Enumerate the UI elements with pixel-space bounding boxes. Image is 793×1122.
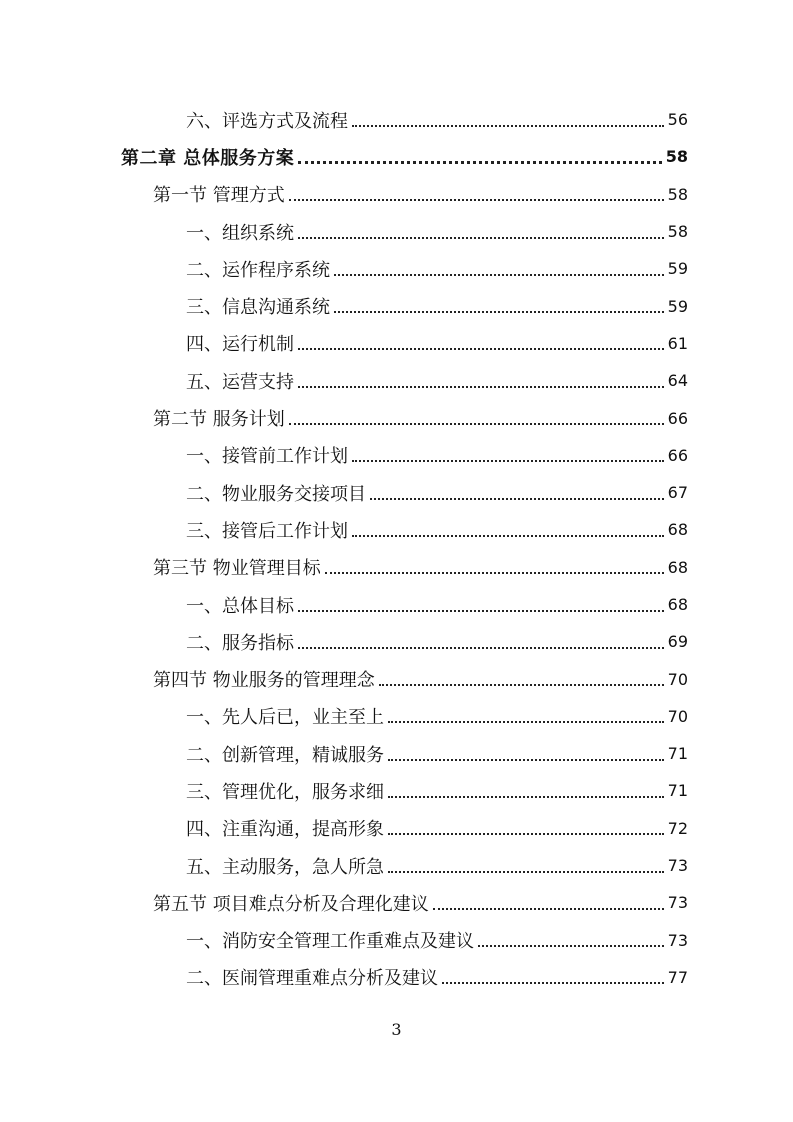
dot-leader [388,721,664,723]
toc-entry-item[interactable] [0,959,793,996]
toc-entry-item[interactable] [0,287,793,324]
dot-leader [352,460,664,462]
toc-entry-page: 56 [667,110,688,130]
dot-leader [388,871,664,873]
dot-leader [334,274,664,276]
toc-entry-page: 59 [667,259,688,279]
dot-leader [388,833,664,835]
toc-entry-page: 73 [667,930,688,950]
toc-entry-item[interactable] [0,698,793,735]
dot-leader [298,161,661,164]
toc-entry-section[interactable] [0,660,793,697]
dot-leader [388,796,664,798]
dot-leader [379,684,664,686]
dot-leader [388,759,664,761]
toc-entry-item[interactable] [0,362,793,399]
dot-leader [352,535,664,537]
toc-entry-item[interactable] [0,922,793,959]
toc-entry-label: 六、评选方式及流程 [186,107,350,133]
toc-entry-chapter[interactable] [0,138,793,175]
toc-entry-item[interactable] [0,213,793,250]
dot-leader [298,386,664,388]
toc-entry-page: 68 [667,595,688,614]
toc-entry-label: 二、创新管理，精诚服务 [186,741,386,767]
toc-entry-item[interactable] [0,101,793,138]
toc-entry-page: 59 [667,296,688,316]
toc-entry-label: 三、接管后工作计划 [186,517,350,543]
toc-entry-section[interactable] [0,399,793,436]
toc-entry-item[interactable] [0,772,793,809]
toc-entry-item[interactable] [0,847,793,884]
toc-entry-page: 72 [667,818,688,838]
toc-entry-item[interactable] [0,586,793,623]
toc-entry-label: 四、运行机制 [186,330,296,356]
toc-entry-label: 一、接管前工作计划 [186,442,350,468]
toc-entry-page: 66 [667,408,688,428]
toc-entry-label: 一、组织系统 [186,219,296,245]
toc-entry-label: 第二章 总体服务方案 [121,144,296,170]
toc-entry-item[interactable] [0,810,793,847]
toc-entry-label: 一、消防安全管理工作重难点及建议 [186,927,476,953]
toc-entry-page: 68 [667,520,688,540]
dot-leader [433,908,664,910]
page-number: 3 [391,1020,402,1039]
toc-entry-page: 67 [667,483,688,503]
toc-entry-item[interactable] [0,735,793,772]
toc-entry-page: 68 [667,557,688,577]
toc-entry-page: 73 [667,856,688,876]
toc-entry-section[interactable] [0,884,793,921]
toc-entry-label: 第一节 管理方式 [153,181,287,207]
toc-entry-page: 77 [667,967,688,987]
toc-entry-item[interactable] [0,474,793,511]
toc-entry-label: 三、信息沟通系统 [186,293,332,319]
dot-leader [298,237,664,239]
toc-entry-page: 61 [667,333,688,353]
toc-entry-label: 四、注重沟通，提高形象 [186,815,386,841]
toc-entry-page: 58 [665,147,688,167]
dot-leader [325,572,664,574]
toc-entry-page: 71 [667,744,688,764]
toc-entry-label: 五、主动服务，急人所急 [186,853,386,879]
toc-entry-label: 二、医闹管理重难点分析及建议 [186,964,440,990]
toc-entry-page: 58 [667,222,688,242]
toc-entry-label: 二、物业服务交接项目 [186,480,368,506]
toc-entry-page: 73 [667,893,688,913]
toc-entry-label: 二、运作程序系统 [186,256,332,282]
dot-leader [352,125,664,127]
dot-leader [298,610,664,612]
toc-entry-label: 三、管理优化，服务求细 [186,778,386,804]
toc-entry-label: 一、总体目标 [186,592,296,618]
toc-entry-page: 70 [667,706,688,726]
toc-entry-page: 66 [667,445,688,465]
toc-entry-item[interactable] [0,325,793,362]
toc-entry-item[interactable] [0,437,793,474]
toc-entry-section[interactable] [0,176,793,213]
toc-entry-item[interactable] [0,623,793,660]
toc-entry-page: 58 [667,184,688,204]
toc-entry-page: 64 [667,371,688,391]
toc-entry-label: 五、运营支持 [186,368,296,394]
toc-entry-label: 第五节 项目难点分析及合理化建议 [153,890,431,916]
toc-entry-item[interactable] [0,511,793,548]
toc-entry-page: 70 [667,669,688,689]
dot-leader [442,982,664,984]
toc-entry-page: 71 [667,781,688,801]
toc-entry-item[interactable] [0,250,793,287]
dot-leader [289,199,664,201]
toc-entry-page: 69 [667,632,688,652]
toc-entry-label: 第三节 物业管理目标 [153,554,323,580]
dot-leader [334,311,664,313]
toc-entry-section[interactable] [0,549,793,586]
table-of-contents [0,101,793,996]
dot-leader [478,945,664,947]
toc-entry-label: 第四节 物业服务的管理理念 [153,666,377,692]
dot-leader [298,647,664,649]
dot-leader [370,498,664,500]
toc-entry-label: 第二节 服务计划 [153,405,287,431]
toc-entry-label: 一、先人后已，业主至上 [186,703,386,729]
dot-leader [289,423,664,425]
toc-entry-label: 二、服务指标 [186,629,296,655]
dot-leader [298,348,664,350]
